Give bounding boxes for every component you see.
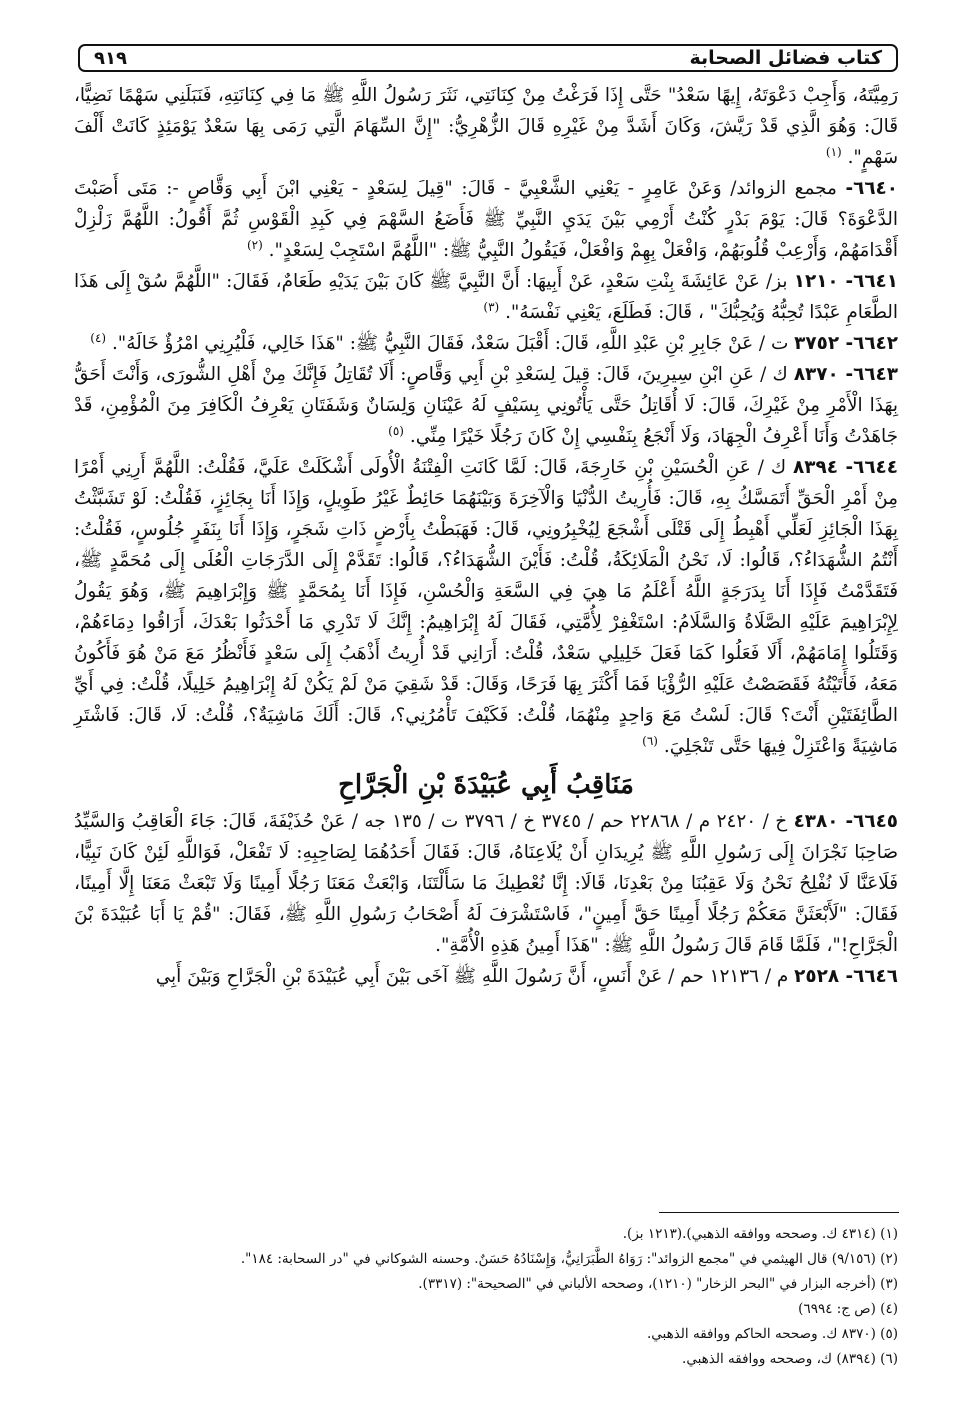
footnotes (120, 1222, 898, 1372)
hadith-number: ٦٦٤٥- ٤٣٨٠ (793, 811, 899, 832)
section-title: مَنَاقِبُ أَبِي عُبَيْدَةَ بْنِ الْجَرَّاحِ (338, 770, 634, 800)
running-header (78, 44, 898, 72)
footnote-ref: (٤) (90, 330, 107, 345)
paragraph (74, 961, 898, 992)
paragraph (74, 806, 898, 961)
paragraph (74, 452, 898, 762)
paragraph (74, 80, 898, 173)
main-text (74, 80, 898, 992)
book-title: كتاب فضائل الصحابة (689, 47, 882, 69)
footnote: (٥) (٨٣٧٠ ك. وصححه الحاكم ووافقه الذهبي. (646, 1326, 898, 1342)
footnote: (٦) (٨٣٩٤) ك، وصححه ووافقه الذهبي. (682, 1351, 898, 1367)
hadith-text: بز/ عَنْ عَائِشَةَ بِنْتِ سَعْدٍ، عَنْ أَبِيهَا: أَنَّ النَّبِيَّ ﷺ كَانَ بَيْنَ يَدَيْهِ طَعَامٌ، فَقَالَ: "اللَّهُمَّ سُقْ إِلَى هَذَا الطَّعَامِ عَبْدًا تُحِبُّهُ وَيُحِبُّكَ" ، قَالَ: فَطَلَعَ، يَعْنِي نَفْسَهُ". (74, 271, 898, 323)
footnote: (١) (٤٣١٤ ك. وصححه ووافقه الذهبي).(١٢١٣ بز). (622, 1226, 898, 1242)
hadith-text: ك / عَنِ ابْنِ سِيرِينَ، قَالَ: قِيلَ لِسَعْدِ بْنِ أَبِي وَقَّاصٍ: أَلَا تُقَاتِلُ فَإِنَّكَ مِنْ أَهْلِ الشُّورَى، وَأَنْتَ أَحَقُّ بِهَذَا الْأَمْرِ مِنْ غَيْرِكَ، قَالَ: لَا أُقَاتِلُ حَتَّى يَأْتُونِي بِسَيْفٍ لَهُ عَيْنَانِ وَلِسَانٌ وَشَفَتَانِ يَعْرِفُ الْكَافِرَ مِنَ الْمُؤْمِنِ، قَدْ جَاهَدْتُ وَأَنَا أَعْرِفُ الْجِهَادَ، وَلَا أَنْجَعُ بِنَفْسِي إِنْ كَانَ رَجُلًا خَيْرًا مِنِّي. (74, 364, 898, 447)
hadith-text: خ / ٢٤٢٠ م / ٢٢٨٦٨ حم / ٣٧٤٥ خ / ٣٧٩٦ ت / ١٣٥ جه / عَنْ حُذَيْفَةَ، قَالَ: جَاءَ الْعَاقِبُ وَالسَّيِّدُ صَاحِبَا نَجْرَانَ إِلَى رَسُولِ اللَّهِ ﷺ يُرِيدَانِ أَنْ يُلَاعِنَاهُ، قَالَ: فَقَالَ أَحَدُهُمَا لِصَاحِبِهِ: لَا تَفْعَلْ، فَوَاللَّهِ لَئِنْ كَانَ نَبِيًّا، فَلَاعَنَّا لَا نُفْلِحُ نَحْنُ وَلَا عَقِبُنَا مِنْ بَعْدِنَا، قَالَا: إِنَّا نُعْطِيكَ مَا سَأَلْتَنَا، وَابْعَثْ مَعَنَا رَجُلًا أَمِينًا وَلَا تَبْعَثْ مَعَنَا إِلَّا أَمِينًا، فَقَالَ: "لَأَبْعَثَنَّ مَعَكُمْ رَجُلًا أَمِينًا حَقَّ أَمِينٍ"، فَاسْتَشْرَفَ لَهُ أَصْحَابُ رَسُولِ اللَّهِ ﷺ، فَقَالَ: "قُمْ يَا أَبَا عُبَيْدَةَ بْنَ الْجَرَّاحِ!"، فَلَمَّا قَامَ قَالَ رَسُولُ اللَّهِ ﷺ: "هَذَا أَمِينُ هَذِهِ الْأُمَّةِ". (74, 811, 898, 956)
footnote: (٢) (٩/١٥٦) قال الهيثمي في "مجمع الزوائد": رَوَاهُ الطَّبَرَانِيُّ، وَإِسْنَادُهُ حَسَنٌ. وحسنه الشوكاني في "در السحابة: ١٨٤". (240, 1251, 898, 1267)
footnote-divider (659, 1212, 899, 1213)
hadith-text: رَمِيَّتَهُ، وَأَجِبْ دَعْوَتَهُ، إِيهًا سَعْدُ" حَتَّى إِذَا فَرَغْتُ مِنْ كِنَانَتِي، نَثَرَ رَسُولُ اللَّهِ ﷺ مَا فِي كِنَانَتِهِ، فَنَبَلَنِي سَهْمًا نَضِيًّا، قَالَ: وَهُوَ الَّذِي قَدْ رَيَّشَ، وَكَانَ أَشَدَّ مِنْ غَيْرِهِ قَالَ الزُّهْرِيُّ: "إِنَّ السِّهَامَ الَّتِي رَمَى بِهَا سَعْدٌ يَوْمَئِذٍ كَانَتْ أَلْفَ سَهْمٍ". (74, 85, 898, 168)
hadith-text: مجمع الزوائد/ وَعَنْ عَامِرٍ - يَعْنِي الشَّعْبِيَّ - قَالَ: "قِيلَ لِسَعْدٍ - يَعْنِي ابْنَ أَبِي وَقَّاصٍ -: مَتَى أَصَبْتَ الدَّعْوَةَ؟ قَالَ: يَوْمَ بَدْرٍ كُنْتُ أَرْمِي بَيْنَ يَدَيِ النَّبِيِّ ﷺ فَأَضَعُ السَّهْمَ فِي كَبِدِ الْقَوْسِ ثُمَّ أَقُولُ: اللَّهُمَّ زَلْزِلْ أَقْدَامَهُمْ، وَأَرْعِبْ قُلُوبَهُمْ، وَافْعَلْ بِهِمْ وَافْعَلْ، فَيَقُولُ النَّبِيُّ ﷺ: "اللَّهُمَّ اسْتَجِبْ لِسَعْدٍ". (74, 178, 898, 261)
hadith-number: ٦٦٤٤- ٨٣٩٤ (793, 457, 898, 478)
hadith-number: ٦٦٤١- ١٢١٠ (793, 271, 898, 292)
footnote-ref: (١) (825, 144, 842, 159)
paragraph (74, 359, 898, 452)
footnote-ref: (٣) (483, 299, 500, 314)
footnote: (٤) (ص ج: ٦٩٩٤) (798, 1301, 898, 1317)
footnote-ref: (٥) (388, 423, 404, 438)
hadith-number: ٦٦٤٣- ٨٣٧٠ (793, 364, 898, 385)
paragraph (74, 266, 898, 328)
paragraph (74, 173, 898, 266)
footnote-ref: (٢) (246, 237, 263, 252)
footnote: (٣) (أخرجه البزار في "البحر الزخار" (١٢١٠)، وصححه الألباني في "الصحيحة": (٣٣١٧). (418, 1276, 898, 1292)
hadith-text: ك / عَنِ الْحُسَيْنِ بْنِ خَارِجَةَ، قَالَ: لَمَّا كَانَتِ الْفِتْنَةُ الْأُولَى أَشْكَلَتْ عَلَيَّ، فَقُلْتُ: اللَّهُمَّ أَرِنِي أَمْرًا مِنْ أَمْرِ الْحَقِّ أَتَمَسَّكُ بِهِ، قَالَ: فَأُرِيتُ الدُّنْيَا وَالْآخِرَةَ وَبَيْنَهُمَا حَائِطٌ غَيْرُ طَوِيلٍ، وَإِذَا أَنَا بِجَائِزٍ، فَقُلْتُ: لَوْ تَشَبَّثْتُ بِهَذَا الْجَائِزِ لَعَلِّي أَهْبِطُ إِلَى قَتْلَى أَشْجَعَ لِيُخْبِرُونِي، قَالَ: فَهَبَطْتُ بِأَرْضٍ ذَاتِ شَجَرٍ، وَإِذَا أَنَا بِنَفَرٍ جُلُوسٍ، فَقُلْتُ: أَنْتُمُ الشُّهَدَاءُ؟، قَالُوا: لَا، نَحْنُ الْمَلَائِكَةُ، قُلْتُ: فَأَيْنَ الشُّهَدَاءُ؟، قَالُوا: تَقَدَّمْ إِلَى الدَّرَجَاتِ الْعُلَى إِلَى مُحَمَّدٍ ﷺ، فَتَقَدَّمْتُ فَإِذَا أَنَا بِدَرَجَةٍ اللَّهُ أَعْلَمُ مَا هِيَ فِي السَّعَةِ وَالْحُسْنِ، فَإِذَا أَنَا بِمُحَمَّدٍ ﷺ وَإِبْرَاهِيمَ ﷺ، وَهُوَ يَقُولُ لِإِبْرَاهِيمَ عَلَيْهِ الصَّلَاةُ وَالسَّلَامُ: اسْتَغْفِرْ لِأُمَّتِي، فَقَالَ لَهُ إِبْرَاهِيمُ: إِنَّكَ لَا تَدْرِي مَا أَحْدَثُوا بَعْدَكَ، أَرَاقُوا دِمَاءَهُمْ، وَقَتَلُوا إِمَامَهُمْ، أَلَا فَعَلُوا كَمَا فَعَلَ خَلِيلِي سَعْدٌ، قُلْتُ: أَرَانِي قَدْ أُرِيتُ أَذْهَبُ إِلَى سَعْدٍ فَأَنْظُرُ مَعَ مَنْ هُوَ فَأَكُونُ مَعَهُ، فَأَتَيْتُهُ فَقَصَصْتُ عَلَيْهِ الرُّؤْيَا فَمَا أَكْثَرَ بِهَا فَرَحًا، وَقَالَ: قَدْ شَقِيَ مَنْ لَمْ يَكُنْ لَهُ إِبْرَاهِيمُ خَلِيلًا، قُلْتُ: فِي أَيِّ الطَّائِفَتَيْنِ أَنْتَ؟ قَالَ: لَسْتُ مَعَ وَاحِدٍ مِنْهُمَا، قُلْتُ: فَكَيْفَ تَأْمُرُنِي؟، قَالَ: أَلَكَ مَاشِيَةٌ؟، قُلْتُ: لَا، قَالَ: فَاشْتَرِ مَاشِيَةً وَاعْتَزِلْ فِيهَا حَتَّى تَنْجَلِيَ. (74, 457, 898, 757)
footnote-ref: (٦) (642, 733, 658, 748)
hadith-number: ٦٦٤٢- ٣٧٥٢ (794, 333, 898, 354)
hadith-text: م / ١٢١٣٦ حم / عَنْ أَنَسٍ، أَنَّ رَسُولَ اللَّهِ ﷺ آخَى بَيْنَ أَبِي عُبَيْدَةَ بْنِ الْجَرَّاحِ وَبَيْنَ أَبِي (155, 966, 789, 987)
hadith-text: ت / عَنْ جَابِرِ بْنِ عَبْدِ اللَّهِ، قَالَ: أَقْبَلَ سَعْدٌ، فَقَالَ النَّبِيُّ ﷺ: "هَذَا خَالِي، فَلْيُرِنِي امْرُؤٌ خَالَهُ". (111, 333, 789, 354)
paragraph (74, 328, 898, 359)
hadith-number: ٦٦٤٦- ٢٥٢٨ (794, 966, 898, 987)
hadith-number: ٦٦٤٠- (845, 178, 898, 199)
page-number: ٩١٩ (94, 47, 127, 69)
